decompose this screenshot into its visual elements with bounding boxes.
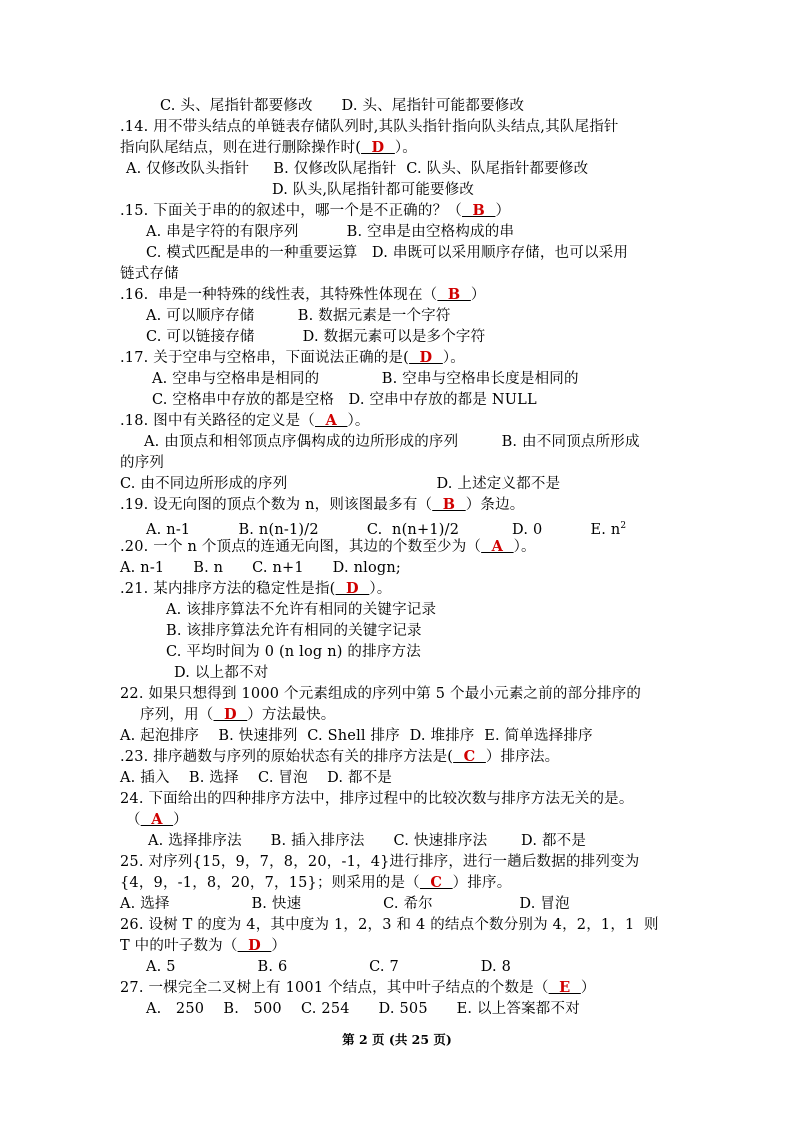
q18-options-ab: A. 由顶点和相邻顶点序偶构成的边所形成的序列 B. 由不同顶点所形成 bbox=[144, 434, 640, 450]
q19-stem: .19. 设无向图的顶点个数为 n，则该图最多有（ B ）条边。 bbox=[120, 496, 525, 513]
q16-stem: .16. 串是一种特殊的线性表，其特殊性体现在（ B ） bbox=[120, 286, 486, 303]
q25-answer: C bbox=[419, 874, 453, 891]
q17-options-cd: C. 空格串中存放的都是空格 D. 空串中存放的都是 NULL bbox=[152, 392, 537, 408]
q22-stem-1: 22. 如果只想得到 1000 个元素组成的序列中第 5 个最小元素之前的部分排序的 bbox=[120, 686, 642, 702]
q24-options: A. 选择排序法 B. 插入排序法 C. 快速排序法 D. 都不是 bbox=[148, 833, 587, 849]
q22-stem-2: 序列，用（ D ）方法最快。 bbox=[140, 706, 336, 723]
line-q13-option-cd: C. 头、尾指针都要修改 D. 头、尾指针可能都要修改 bbox=[160, 98, 525, 114]
q27-options: A. 250 B. 500 C. 254 D. 505 E. 以上答案都不对 bbox=[146, 1001, 580, 1017]
q21-stem: .21. 某内排序方法的稳定性是指( D ）。 bbox=[120, 580, 392, 597]
q17-answer: D bbox=[409, 349, 443, 366]
q21-option-d: D. 以上都不对 bbox=[174, 665, 269, 681]
q27-answer: E bbox=[548, 979, 581, 996]
q26-stem-2: T 中的叶子数为（ D ） bbox=[120, 937, 287, 954]
q24-stem-2: （ A ） bbox=[126, 811, 188, 828]
q21-option-b: B. 该排序算法允许有相同的关键字记录 bbox=[166, 623, 422, 639]
q23-options: A. 插入 B. 选择 C. 冒泡 D. 都不是 bbox=[120, 770, 393, 786]
q18-options-cd: C. 由不同边所形成的序列 D. 上述定义都不是 bbox=[120, 476, 561, 492]
q18-stem: .18. 图中有关路径的定义是（ A ）。 bbox=[120, 412, 370, 429]
q16-options-ab: A. 可以顺序存储 B. 数据元素是一个字符 bbox=[146, 308, 451, 324]
q14-stem-1: .14. 用不带头结点的单链表存储队列时,其队头指针指向队头结点,其队尾指针 bbox=[120, 119, 619, 135]
q26-options: A. 5 B. 6 C. 7 D. 8 bbox=[146, 959, 512, 975]
q21-option-c: C. 平均时间为 0 (n log n) 的排序方法 bbox=[166, 644, 421, 660]
q19-options: A. n-1 B. n(n-1)/2 C. n(n+1)/2 D. 0 E. $n^2$ bbox=[146, 521, 627, 538]
q14-options-abc: A. 仅修改队头指针 B. 仅修改队尾指针 C. 队头、队尾指针都要修改 bbox=[126, 161, 589, 177]
q21-answer: D bbox=[335, 580, 370, 597]
q25-options: A. 选择 B. 快速 C. 希尔 D. 冒泡 bbox=[120, 896, 570, 912]
q26-stem-1: 26. 设树 T 的度为 4，其中度为 1，2，3 和 4 的结点个数分别为 4，2，1，1 则 bbox=[120, 917, 659, 933]
q15-options-cd: C. 模式匹配是串的一种重要运算 D. 串既可以采用顺序存储，也可以采用 bbox=[146, 245, 629, 261]
q25-stem-2: {4，9，-1，8，20，7，15}；则采用的是（ C ）排序。 bbox=[120, 874, 512, 891]
q21-option-a: A. 该排序算法不允许有相同的关键字记录 bbox=[166, 602, 437, 618]
q18-options-b-cont: 的序列 bbox=[120, 455, 165, 471]
q24-answer: A bbox=[140, 811, 174, 828]
q18-answer: A bbox=[314, 412, 348, 429]
q16-options-cd: C. 可以链接存储 D. 数据元素可以是多个字符 bbox=[146, 329, 486, 345]
page-footer: 第 2 页 (共 25 页) bbox=[342, 1032, 452, 1047]
q15-answer: B bbox=[461, 202, 496, 219]
q15-options-ab: A. 串是字符的有限序列 B. 空串是由空格构成的串 bbox=[146, 224, 515, 240]
q24-stem-1: 24. 下面给出的四种排序方法中，排序过程中的比较次数与排序方法无关的是。 bbox=[120, 791, 634, 807]
q25-stem-1: 25. 对序列{15，9，7，8，20，-1，4}进行排序，进行一趟后数据的排列变为 bbox=[120, 854, 640, 870]
q15-stem: .15. 下面关于串的的叙述中，哪一个是不正确的？（ B ） bbox=[120, 202, 511, 219]
q22-options: A. 起泡排序 B. 快速排列 C. Shell 排序 D. 堆排序 E. 简单选择排序 bbox=[120, 728, 593, 744]
q14-stem-2: 指向队尾结点，则在进行删除操作时( D ）。 bbox=[120, 139, 417, 156]
q20-stem: .20. 一个 n 个顶点的连通无向图，其边的个数至少为（ A ）。 bbox=[120, 538, 536, 555]
q14-option-d: D. 队头,队尾指针都可能要修改 bbox=[272, 182, 475, 198]
superscript-2: 2 bbox=[620, 521, 627, 531]
q17-options-ab: A. 空串与空格串是相同的 B. 空串与空格串长度是相同的 bbox=[152, 371, 579, 387]
q26-answer: D bbox=[237, 937, 272, 954]
q16-answer: B bbox=[437, 286, 471, 303]
q20-answer: A bbox=[481, 538, 514, 555]
q15-options-d-cont: 链式存储 bbox=[120, 266, 179, 282]
q17-stem: .17. 关于空串与空格串，下面说法正确的是( D ）。 bbox=[120, 349, 465, 366]
q23-stem: .23. 排序趟数与序列的原始状态有关的排序方法是( C ）排序法。 bbox=[120, 748, 560, 765]
q19-answer: B bbox=[432, 496, 466, 513]
q20-options: A. n-1 B. n C. n+1 D. nlogn; bbox=[120, 560, 401, 576]
q14-answer: D bbox=[361, 139, 395, 156]
q22-answer: D bbox=[213, 706, 248, 723]
q27-stem: 27. 一棵完全二叉树上有 1001 个结点，其中叶子结点的个数是（ E ） bbox=[120, 979, 596, 996]
q23-answer: C bbox=[453, 748, 486, 765]
